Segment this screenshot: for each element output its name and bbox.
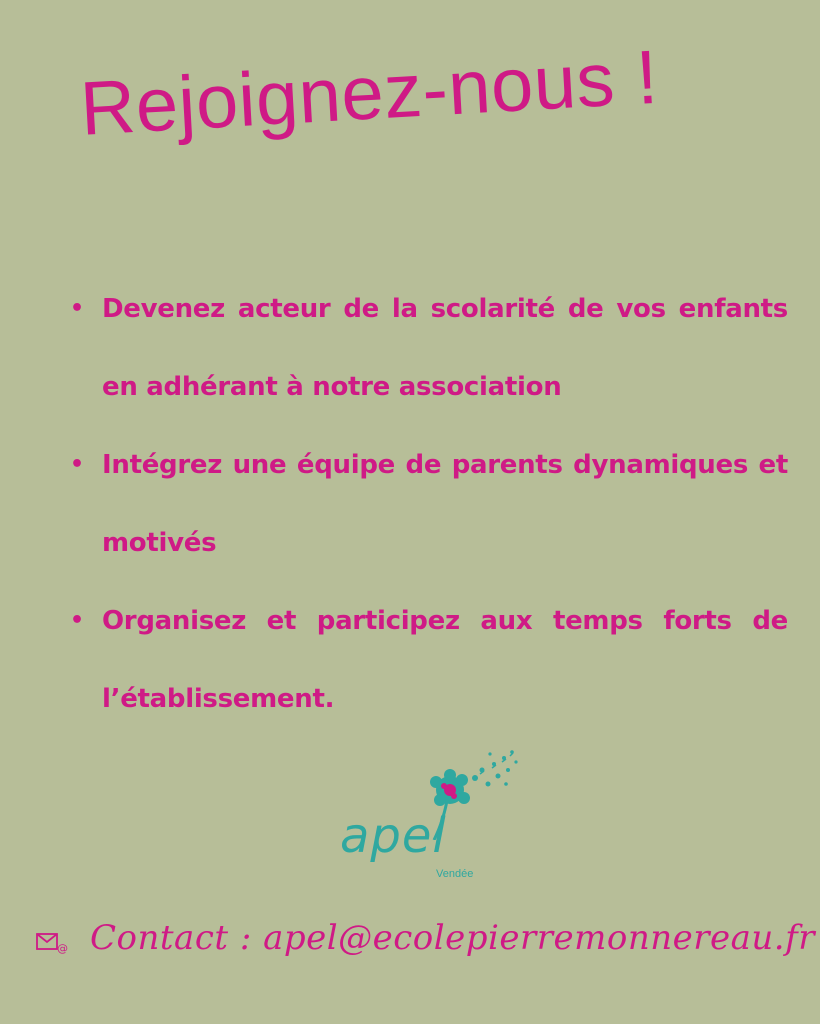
- bullet-dot-icon: •: [70, 452, 84, 477]
- apel-logo: [330, 740, 530, 890]
- list-item-text: Devenez acteur de la scolarité de vos enfants en adhérant à notre association: [102, 294, 788, 402]
- list-item: [60, 270, 788, 426]
- list-item: [60, 426, 788, 582]
- svg-text:@: @: [57, 942, 68, 954]
- logo-subtitle: Vendée: [436, 868, 474, 880]
- mail-at-icon: [36, 932, 70, 954]
- logo-wordmark: apel: [340, 808, 447, 864]
- contact-email-text: Contact : apel@ecolepierremonnereau.fr: [90, 918, 815, 958]
- list-item: [60, 582, 788, 738]
- bullet-dot-icon: •: [70, 296, 84, 321]
- benefits-list: [60, 270, 788, 738]
- list-item-text: Organisez et participez aux temps forts de l’établissement.: [102, 606, 788, 714]
- list-item-text: Intégrez une équipe de parents dynamiques et motivés: [102, 450, 788, 558]
- headline: Rejoignez-nous !: [78, 34, 661, 152]
- contact-line: [36, 918, 815, 968]
- bullet-dot-icon: •: [70, 608, 84, 633]
